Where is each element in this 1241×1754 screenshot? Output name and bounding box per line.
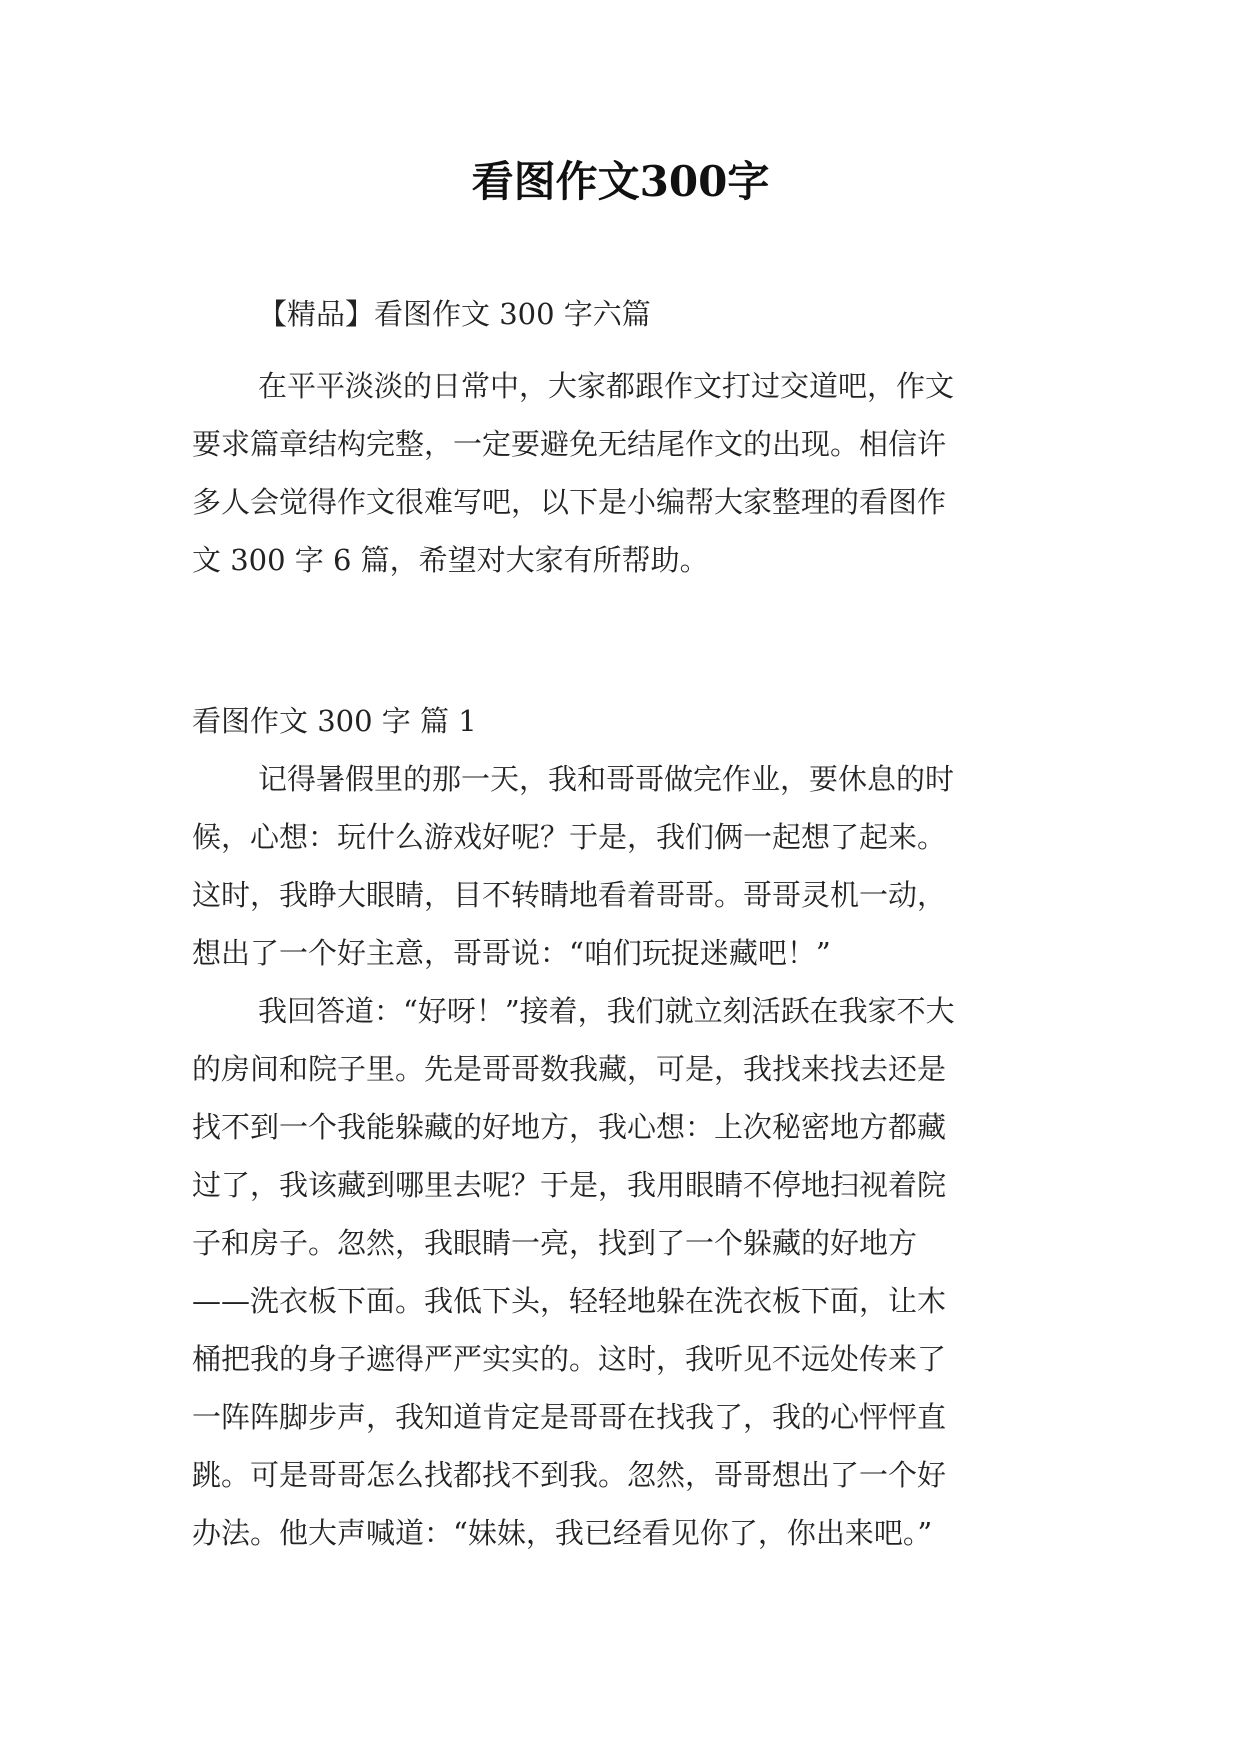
paragraph-line: 想出了一个好主意，哥哥说：“咱们玩捉迷藏吧！” bbox=[192, 936, 831, 970]
paragraph-line: 的房间和院子里。先是哥哥数我藏，可是，我找来找去还是 bbox=[192, 1052, 947, 1086]
paragraph-line: 候，心想：玩什么游戏好呢？于是，我们俩一起想了起来。 bbox=[192, 820, 947, 854]
story-paragraph-2 bbox=[192, 982, 1062, 1562]
paragraph-line: ——洗衣板下面。我低下头，轻轻地躲在洗衣板下面，让木 bbox=[192, 1284, 947, 1318]
intro-paragraph bbox=[192, 357, 1062, 589]
story-paragraph-1 bbox=[192, 750, 1062, 982]
intro-line: 文 300 字 6 篇，希望对大家有所帮助。 bbox=[192, 543, 709, 577]
paragraph-line: 我回答道：“好呀！”接着，我们就立刻活跃在我家不大 bbox=[258, 994, 955, 1028]
document-title: 看图作文300字 bbox=[471, 157, 770, 206]
paragraph-line: 记得暑假里的那一天，我和哥哥做完作业，要休息的时 bbox=[258, 762, 955, 796]
paragraph-line: 过了，我该藏到哪里去呢？于是，我用眼睛不停地扫视着院 bbox=[192, 1168, 947, 1202]
paragraph-line: 一阵阵脚步声，我知道肯定是哥哥在找我了，我的心怦怦直 bbox=[192, 1400, 947, 1434]
intro-line: 在平平淡淡的日常中，大家都跟作文打过交道吧，作文 bbox=[258, 369, 955, 403]
document-subtitle: 【精品】看图作文 300 字六篇 bbox=[258, 297, 651, 331]
intro-line: 要求篇章结构完整，一定要避免无结尾作文的出现。相信许 bbox=[192, 427, 947, 461]
section-heading: 看图作文 300 字 篇 1 bbox=[192, 704, 477, 738]
paragraph-line: 子和房子。忽然，我眼睛一亮，找到了一个躲藏的好地方 bbox=[192, 1226, 918, 1260]
paragraph-line: 办法。他大声喊道：“妹妹，我已经看见你了，你出来吧。” bbox=[192, 1516, 933, 1550]
paragraph-line: 桶把我的身子遮得严严实实的。这时，我听见不远处传来了 bbox=[192, 1342, 947, 1376]
paragraph-line: 这时，我睁大眼睛，目不转睛地看着哥哥。哥哥灵机一动， bbox=[192, 878, 947, 912]
paragraph-line: 跳。可是哥哥怎么找都找不到我。忽然，哥哥想出了一个好 bbox=[192, 1458, 947, 1492]
paragraph-line: 找不到一个我能躲藏的好地方，我心想：上次秘密地方都藏 bbox=[192, 1110, 947, 1144]
intro-line: 多人会觉得作文很难写吧，以下是小编帮大家整理的看图作 bbox=[192, 485, 947, 519]
